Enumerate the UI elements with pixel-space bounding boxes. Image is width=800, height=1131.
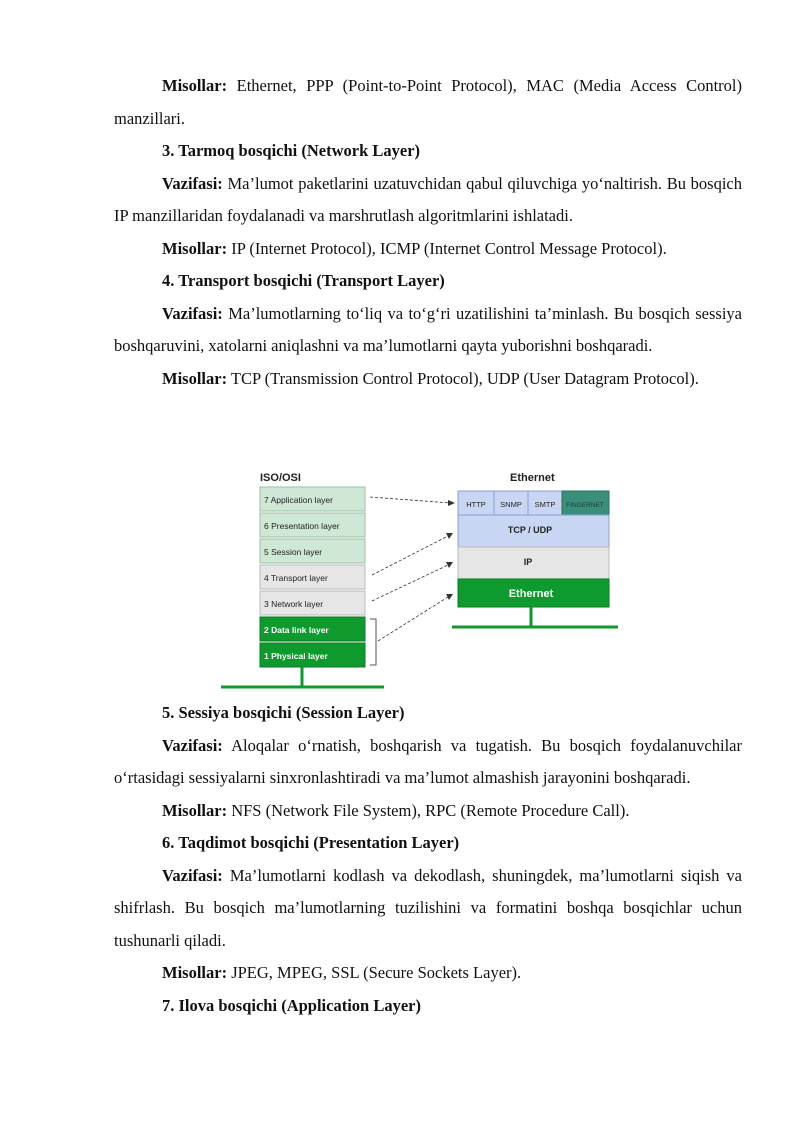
mapping-arrow: [372, 565, 448, 601]
section-heading: 6. Taqdimot bosqichi (Presentation Layer): [162, 833, 460, 852]
protocol-snmp-label: SNMP: [500, 500, 522, 509]
ip-layer: [458, 547, 609, 579]
mapping-arrow: [372, 536, 448, 575]
arrow-head: [448, 500, 455, 506]
osi-layer-6-label: 6 Presentation layer: [264, 521, 340, 531]
protocol-fingernet-label: FINGERNET: [566, 502, 604, 509]
mapping-arrow: [378, 597, 448, 641]
bracket: [370, 619, 376, 665]
ip-label: IP: [523, 557, 533, 567]
diagram-svg: [218, 467, 628, 695]
arrow-head: [446, 533, 453, 539]
arrow-head: [446, 594, 453, 600]
tcp-udp-label: TCP / UDP: [507, 525, 553, 535]
arrow-head: [446, 562, 453, 568]
section-heading: 3. Tarmoq bosqichi (Network Layer): [162, 141, 421, 160]
section-heading: 7. Ilova bosqichi (Application Layer): [162, 995, 421, 1015]
osi-ethernet-diagram: [218, 467, 628, 695]
osi-layer-4-label: 4 Transport layer: [264, 573, 328, 583]
section-heading: 5. Sessiya bosqichi (Session Layer): [162, 703, 405, 722]
paragraph: Misollar: TCP (Transmission Control Protocol), UDP (User Datagram Protocol).: [162, 368, 699, 388]
osi-layer-1-label: 1 Physical layer: [264, 651, 328, 661]
paragraph: Misollar: Ethernet, PPP (Point-to-Point Protocol), MAC (Media Access Control) manzillari.: [114, 76, 742, 128]
osi-layer-3-label: 3 Network layer: [264, 599, 324, 609]
paragraph: Vazifasi: Ma’lumotlarni kodlash va dekodlash, shuningdek, ma’lumotlarni siqish va shifrlash. Bu bosqich ma’lumotlarning tuzilishini va formatini boshqa bosqichlar uchun tushunarli qiladi.: [114, 865, 742, 950]
upper-text: [114, 70, 742, 395]
paragraph: Vazifasi: Aloqalar o‘rnatish, boshqarish va tugatish. Bu bosqich foydalanuvchilar o‘rtasidagi sessiyalarni sinxronlashtiradi va ma’lumot almashish jarayonini boshqaradi.: [114, 735, 742, 787]
section-heading: 4. Transport bosqichi (Transport Layer): [162, 271, 445, 290]
mapping-arrow: [370, 497, 451, 503]
osi-layer-7-label: 7 Application layer: [264, 495, 333, 505]
protocol-smtp-label: SMTP: [534, 500, 556, 509]
paragraph: Vazifasi: Ma’lumotlarning to‘liq va to‘g‘ri uzatilishini ta’minlash. Bu bosqich sessiya boshqaruvini, xatolarni aniqlashni va ma’lumotlarni qayta yuborishni boshqaradi.: [114, 303, 742, 355]
osi-layer-5-label: 5 Session layer: [264, 547, 323, 557]
ethernet-label: Ethernet: [508, 588, 554, 600]
paragraph: Misollar: JPEG, MPEG, SSL (Secure Sockets Layer).: [162, 963, 522, 982]
paragraph: Misollar: NFS (Network File System), RPC (Remote Procedure Call).: [162, 800, 630, 820]
paragraph: Misollar: IP (Internet Protocol), ICMP (Internet Control Message Protocol).: [162, 238, 667, 258]
paragraph: Vazifasi: Ma’lumot paketlarini uzatuvchidan qabul qiluvchiga yo‘naltirish. Bu bosqich IP manzillaridan foydalanadi va marshrutlash algoritmlarini ishlatadi.: [114, 173, 742, 225]
ethernet-title: Ethernet: [510, 472, 555, 484]
osi-layer-2-label: 2 Data link layer: [264, 625, 329, 635]
lower-text: [114, 697, 742, 1022]
osi-title: ISO/OSI: [260, 472, 301, 484]
protocol-http-label: HTTP: [466, 500, 486, 509]
